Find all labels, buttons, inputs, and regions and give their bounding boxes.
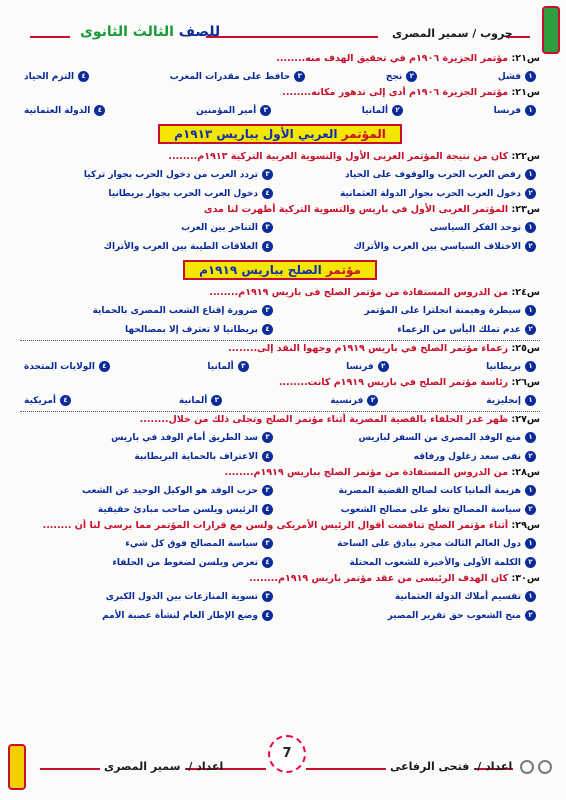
section-title-highlight: مؤتمر: [325, 263, 361, 277]
option-number-badge: ٣: [260, 105, 271, 116]
grade-prefix: للصف: [178, 24, 221, 40]
question-line: [20, 466, 540, 481]
options-grid: [20, 534, 540, 572]
answer-option: [362, 105, 403, 116]
question-number: س٢٣:: [511, 204, 540, 215]
question-line: [20, 86, 540, 101]
option-text: منح الشعوب حق تقرير المصير: [387, 610, 521, 621]
dotted-separator: [20, 340, 540, 341]
option-number-badge: ٢: [406, 71, 417, 82]
option-text: هزيمة ألمانيا كانت لصالح القضية المصرية: [338, 485, 521, 496]
option-text: أمير المؤمنين: [195, 105, 257, 116]
option-number-badge: ٣: [262, 591, 273, 602]
question-line: [20, 342, 540, 357]
option-number-badge: ٣: [262, 222, 273, 233]
option-number-badge: ٢: [525, 557, 536, 568]
question-number: س٢٢:: [511, 151, 540, 162]
option-number-badge: ٤: [78, 71, 89, 82]
option-number-badge: ١: [525, 432, 536, 443]
option-text: سياسة المصالح تعلو على مصالح الشعوب: [340, 504, 521, 515]
answer-option: [386, 71, 417, 82]
question-number: س٢١:: [511, 53, 540, 64]
question-line: [20, 203, 540, 218]
answer-option: [170, 71, 306, 82]
option-text: تردد العرب من دخول الحرب بجوار تركيا: [83, 169, 258, 180]
answer-option: [24, 184, 273, 203]
footer-prepared-by-right: اعداد /. فتحى الرفاعى: [390, 760, 513, 773]
section-title-rest: العربي الأول بباريس ١٩١٣م: [174, 127, 342, 141]
question-text: من الدروس المستفادة من مؤتمر الصلح فى باريس ١٩١٩م........: [209, 287, 509, 298]
footer-rule: [40, 768, 100, 770]
option-text: دول العالم الثالث مجرد بيادق على الساحة: [337, 538, 521, 549]
footer-prepared-by-left: اعداد /. سمير المصرى: [104, 760, 224, 773]
option-number-badge: ٤: [262, 504, 273, 515]
answer-option: [24, 606, 273, 625]
answer-option: [498, 71, 536, 82]
questions-content: [20, 52, 540, 625]
answer-option: [24, 361, 110, 372]
answer-option: [24, 165, 273, 184]
option-text: سيطرة وهيمنة انجلترا على المؤتمر: [364, 305, 521, 316]
option-number-badge: ١: [525, 305, 536, 316]
option-number-badge: ٢: [367, 395, 378, 406]
question-text: من الدروس المستفادة من مؤتمر الصلح بباريس ١٩١٩م........: [224, 467, 509, 478]
option-number-badge: ٤: [262, 324, 273, 335]
question-line: [20, 413, 540, 428]
answer-option: [287, 301, 536, 320]
option-number-badge: ١: [525, 591, 536, 602]
option-text: عدم تملك اليأس من الزعماء: [397, 324, 521, 335]
option-text: تسوية المنازعات بين الدول الكبرى: [105, 591, 258, 602]
question-text: المؤتمر العربى الأول في باريس والتسوية التركية أظهرت لنا مدى: [203, 204, 509, 215]
option-text: وضع الإطار العام لنشأة عصبة الأمم: [102, 610, 258, 621]
footer-rule: [306, 768, 386, 770]
option-number-badge: ٤: [262, 451, 273, 462]
answer-option: [24, 395, 71, 406]
option-text: سياسة المصالح فوق كل شيء: [125, 538, 258, 549]
dotted-separator: [20, 411, 540, 412]
question-text: رئاسة مؤتمر الصلح في باريس ١٩١٩م كانت........: [278, 377, 509, 388]
option-number-badge: ٢: [525, 451, 536, 462]
option-number-badge: ٢: [525, 241, 536, 252]
answer-option: [330, 395, 378, 406]
answer-option: [287, 165, 536, 184]
section-title: [183, 260, 377, 280]
answer-option: [24, 320, 273, 339]
answer-option: [287, 553, 536, 572]
question-line: [20, 376, 540, 391]
question-number: س٢٤:: [511, 287, 540, 298]
question-text: مؤتمر الجزيرة ١٩٠٦م في تحقيق الهدف منه........: [276, 53, 509, 64]
option-text: الاعتراف بالحماية البريطانية: [134, 451, 258, 462]
option-number-badge: ١: [525, 485, 536, 496]
answer-option: [24, 71, 89, 82]
option-text: ألمانيا: [361, 105, 389, 116]
option-text: ضرورة إقناع الشعب المصرى بالحماية: [92, 305, 258, 316]
option-number-badge: ١: [525, 538, 536, 549]
option-text: تعرض ويلسن لضغوط من الحلفاء: [112, 557, 258, 568]
option-text: فرنسا: [493, 105, 521, 116]
option-text: التناحر بين العرب: [181, 222, 258, 233]
option-number-badge: ١: [525, 71, 536, 82]
answer-option: [287, 481, 536, 500]
option-text: حزب الوفد هو الوكيل الوحيد عن الشعب: [81, 485, 258, 496]
header-rule: [30, 36, 70, 38]
answer-option: [24, 447, 273, 466]
answer-option: [287, 500, 536, 519]
option-text: فرنسية: [330, 395, 364, 406]
header-color-bar: [542, 6, 560, 54]
grade-title: [80, 24, 220, 40]
question-line: [20, 52, 540, 67]
option-text: فشل: [497, 71, 521, 82]
answer-option: [287, 237, 536, 256]
option-number-badge: ٢: [525, 504, 536, 515]
option-text: دخول العرب الحرب بجوار الدولة العثمانية: [339, 188, 521, 199]
options-row: [20, 391, 540, 410]
option-number-badge: ٢: [525, 324, 536, 335]
answer-option: [287, 428, 536, 447]
section-title: [158, 124, 402, 144]
question-number: س٢٦:: [511, 377, 540, 388]
option-number-badge: ٢: [525, 610, 536, 621]
option-number-badge: ١: [525, 222, 536, 233]
answer-option: [24, 553, 273, 572]
option-text: منع الوفد المصرى من السفر لباريس: [358, 432, 521, 443]
option-number-badge: ١: [525, 105, 536, 116]
option-number-badge: ٣: [262, 485, 273, 496]
option-number-badge: ١: [525, 395, 536, 406]
section-title-rest: الصلح بباريس ١٩١٩م: [199, 263, 326, 277]
option-text: نجح: [385, 71, 403, 82]
answer-option: [24, 534, 273, 553]
header-author: جروب / سمير المصرى: [392, 27, 513, 40]
option-number-badge: ٣: [262, 169, 273, 180]
answer-option: [24, 587, 273, 606]
option-number-badge: ٣: [262, 432, 273, 443]
footer-color-bar: [8, 744, 26, 790]
option-text: ألمانيا: [207, 361, 234, 372]
option-number-badge: ٤: [262, 241, 273, 252]
answer-option: [287, 534, 536, 553]
option-number-badge: ١: [525, 361, 536, 372]
question-text: كان من نتيجة المؤتمر العربى الأول والتسوية العربية التركية ١٩١٣م........: [168, 151, 509, 162]
question-line: [20, 150, 540, 165]
question-number: س٢٩:: [511, 520, 540, 531]
answer-option: [24, 105, 105, 116]
option-text: الدولة العثمانية: [24, 105, 91, 116]
option-text: أمريكية: [24, 395, 57, 406]
answer-option: [24, 301, 273, 320]
options-grid: [20, 301, 540, 339]
options-row: [20, 101, 540, 120]
options-row: [20, 357, 540, 376]
options-row: [20, 67, 540, 86]
option-text: الرئيس ويلسن صاحب مبادئ حقيقية: [97, 504, 258, 515]
answer-option: [24, 428, 273, 447]
section-banner: [20, 260, 540, 280]
header-rule: [206, 36, 378, 38]
option-number-badge: ٤: [94, 105, 105, 116]
option-text: الولايات المتحدة: [24, 361, 95, 372]
option-text: توحد الفكر السياسى: [429, 222, 521, 233]
option-text: العلاقات الطيبة بين العرب والأتراك: [103, 241, 258, 252]
answer-option: [24, 481, 273, 500]
option-text: حافظ على مقدرات المغرب: [169, 71, 291, 82]
answer-option: [196, 105, 271, 116]
question-number: س٢٧:: [511, 414, 540, 425]
answer-option: [24, 237, 273, 256]
option-number-badge: ٣: [238, 361, 249, 372]
footer-ornament: [538, 760, 552, 774]
option-number-badge: ٤: [60, 395, 71, 406]
option-text: رفض العرب الحرب والوقوف على الحياد: [344, 169, 521, 180]
question-number: س٢٥:: [511, 343, 540, 354]
option-text: التزم الحياد: [24, 71, 75, 82]
option-text: ألمانية: [178, 395, 208, 406]
option-number-badge: ٤: [262, 557, 273, 568]
options-grid: [20, 481, 540, 519]
question-text: ظهر غدر الحلفاء بالقضية المصرية أثناء مؤتمر الصلح وتجلى ذلك من خلال........: [139, 414, 509, 425]
page-number: 7: [268, 735, 306, 773]
option-text: إنجليزية: [486, 395, 521, 406]
question-line: [20, 286, 540, 301]
option-number-badge: ٢: [378, 361, 389, 372]
section-banner: [20, 124, 540, 144]
question-text: مؤتمر الجزيرة ١٩٠٦م أدى إلى تدهور مكانه........: [282, 87, 509, 98]
option-number-badge: ٣: [262, 538, 273, 549]
answer-option: [179, 395, 222, 406]
answer-option: [486, 361, 536, 372]
question-line: [20, 572, 540, 587]
answer-option: [494, 105, 536, 116]
page-header: [0, 0, 566, 48]
option-number-badge: ٤: [262, 188, 273, 199]
option-text: بريطانيا لا تعترف إلا بمصالحها: [125, 324, 258, 335]
grade-main: الثالث الثانوى: [80, 24, 174, 40]
question-text: أثناء مؤتمر الصلح تناقضت أقوال الرئيس الأمريكى ولسن مع قرارات المؤتمر مما يرسى لنا أن ........: [42, 520, 509, 531]
answer-option: [486, 395, 536, 406]
section-title-highlight: المؤتمر: [341, 127, 386, 141]
option-text: الاختلاف السياسي بين العرب والأتراك: [353, 241, 521, 252]
options-grid: [20, 587, 540, 625]
option-number-badge: ٢: [392, 105, 403, 116]
option-number-badge: ٣: [211, 395, 222, 406]
option-text: نفى سعد زغلول ورفاقه: [413, 451, 521, 462]
options-grid: [20, 165, 540, 203]
answer-option: [207, 361, 248, 372]
option-number-badge: ٣: [294, 71, 305, 82]
option-text: فرنسا: [346, 361, 374, 372]
option-text: الكلمة الأولى والأخيرة للشعوب المحتلة: [349, 557, 521, 568]
answer-option: [346, 361, 388, 372]
answer-option: [287, 320, 536, 339]
footer-ornament: [520, 760, 534, 774]
question-number: س٢٨:: [511, 467, 540, 478]
options-grid: [20, 218, 540, 256]
question-text: كان الهدف الرئيسى من عقد مؤتمر باريس ١٩١٩م........: [249, 573, 509, 584]
option-number-badge: ٢: [525, 188, 536, 199]
option-text: تقسيم أملاك الدولة العثمانية: [394, 591, 521, 602]
answer-option: [287, 447, 536, 466]
option-number-badge: ٤: [262, 610, 273, 621]
question-text: زعماء مؤتمر الصلح في باريس ١٩١٩م وجهوا النقد إلى........: [228, 343, 509, 354]
answer-option: [24, 500, 273, 519]
answer-option: [287, 184, 536, 203]
option-text: دخول العرب الحرب بجوار بريطانيا: [108, 188, 258, 199]
options-grid: [20, 428, 540, 466]
question-number: س٢١:: [511, 87, 540, 98]
option-text: سد الطريق أمام الوفد في باريس: [111, 432, 258, 443]
answer-option: [287, 587, 536, 606]
answer-option: [287, 606, 536, 625]
answer-option: [24, 218, 273, 237]
question-number: س٣٠:: [511, 573, 540, 584]
option-number-badge: ٤: [99, 361, 110, 372]
option-number-badge: ١: [525, 169, 536, 180]
option-number-badge: ٣: [262, 305, 273, 316]
option-text: بريطانيا: [486, 361, 521, 372]
question-line: [20, 519, 540, 534]
answer-option: [287, 218, 536, 237]
